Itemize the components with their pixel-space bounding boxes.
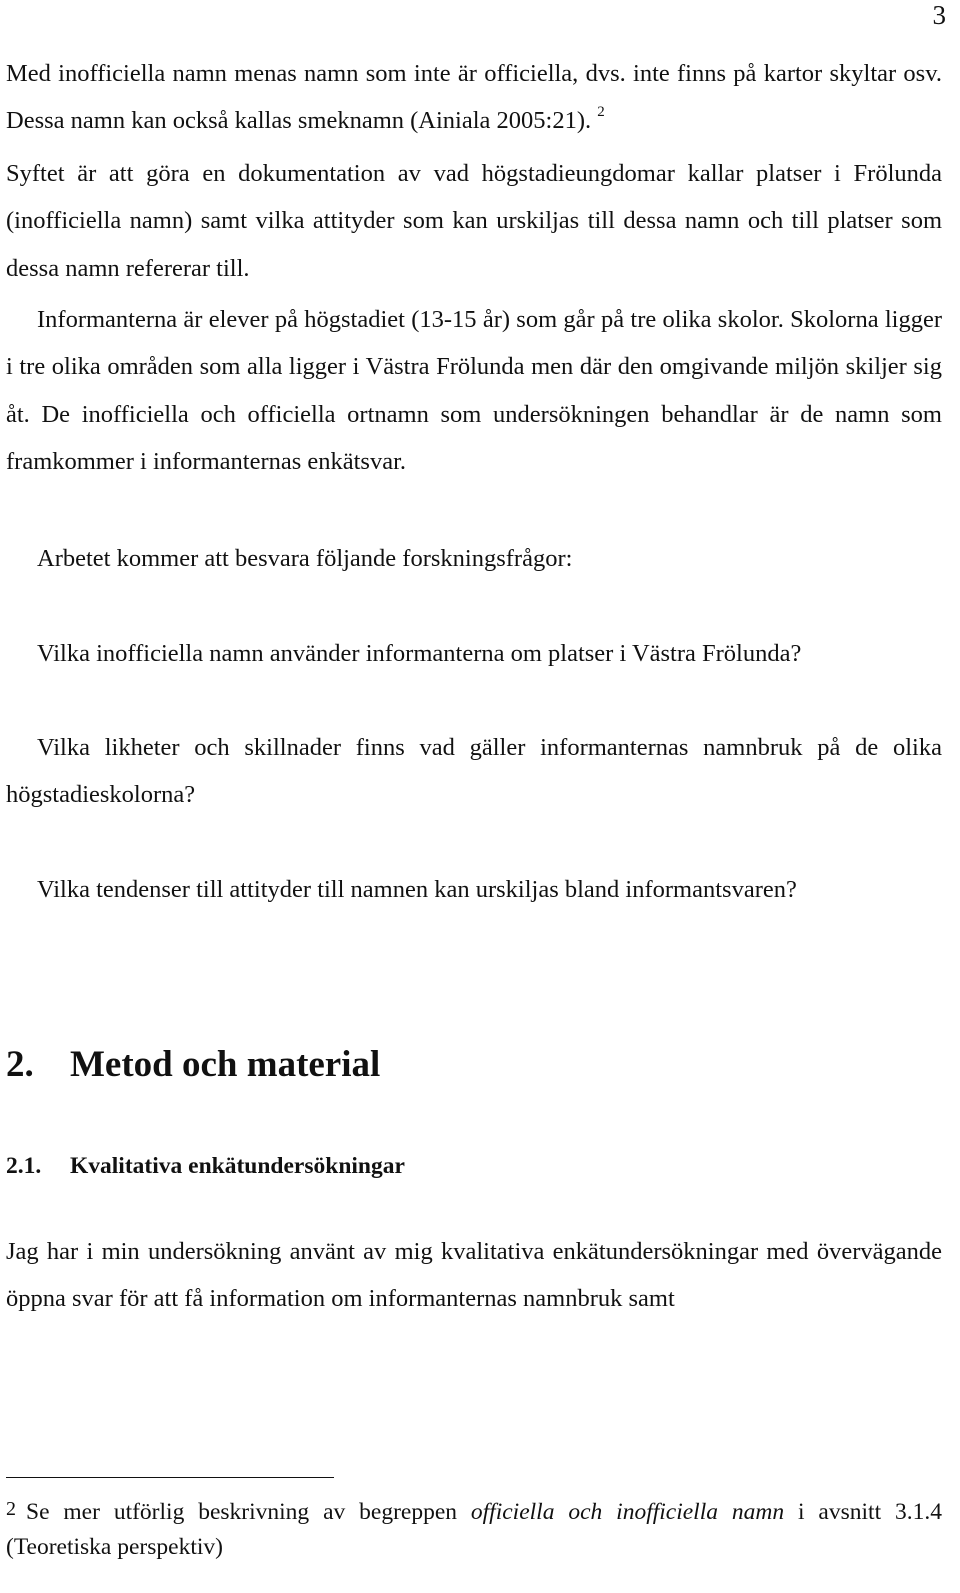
page-number: 3 — [932, 0, 946, 30]
footnote-text-before: Se mer utförlig beskrivning av begreppen — [26, 1499, 471, 1525]
section-title: Metod och material — [70, 1044, 381, 1085]
footnote-divider — [6, 1477, 334, 1478]
footnote-mark: 2 — [6, 1498, 16, 1520]
intro-paragraph — [6, 50, 942, 145]
subsection-heading — [6, 1150, 405, 1182]
footnote-italic-terms: officiella och inofficiella namn — [470, 1499, 785, 1525]
method-paragraph: Jag har i min undersökning använt av mig kvalitativa enkätundersökningar med övervägande öppna svar för att få information om informanternas namnbruk samt — [6, 1238, 942, 1313]
section-number: 2. — [6, 1044, 34, 1085]
research-question-1: Vilka inofficiella namn använder informanterna om platser i Västra Frölunda? — [37, 640, 802, 667]
purpose-paragraph: Syftet är att göra en dokumentation av vad högstadieungdomar kallar platser i Frölunda (inofficiella namn) samt vilka attityder som kan urskiljas till dessa namn och till platser som dessa namn refererar till. — [6, 160, 942, 282]
subsection-number: 2.1. — [6, 1153, 42, 1179]
intro-text: Med inofficiella namn menas namn som inte är officiella, dvs. inte finns på kartor skyltar osv. Dessa namn kan också kallas smeknamn (Ainiala 2005:21). — [6, 60, 942, 135]
research-question-3: Vilka tendenser till attityder till namnen kan urskiljas bland informantsvaren? — [37, 876, 797, 903]
informants-paragraph: Informanterna är elever på högstadiet (13-15 år) som går på tre olika skolor. Skolorna ligger i tre olika områden som alla ligger i Västra Frölunda men där den omgivande miljön skiljer sig åt. De inofficiella och officiella ortnamn som undersökningen behandlar är de namn som framkommer i informanternas enkätsvar. — [6, 306, 942, 475]
questions-intro: Arbetet kommer att besvara följande forskningsfrågor: — [37, 545, 573, 572]
research-question-2: Vilka likheter och skillnader finns vad gäller informanternas namnbruk på de olika högstadieskolorna? — [6, 734, 942, 809]
footnote-text-after: i avsnitt 3.1.4 (Teoretiska perspektiv) — [6, 1499, 942, 1560]
section-heading — [6, 1040, 380, 1090]
footnote — [6, 1495, 942, 1564]
footnote-reference: 2 — [597, 104, 605, 121]
subsection-title: Kvalitativa enkätundersökningar — [70, 1153, 405, 1179]
